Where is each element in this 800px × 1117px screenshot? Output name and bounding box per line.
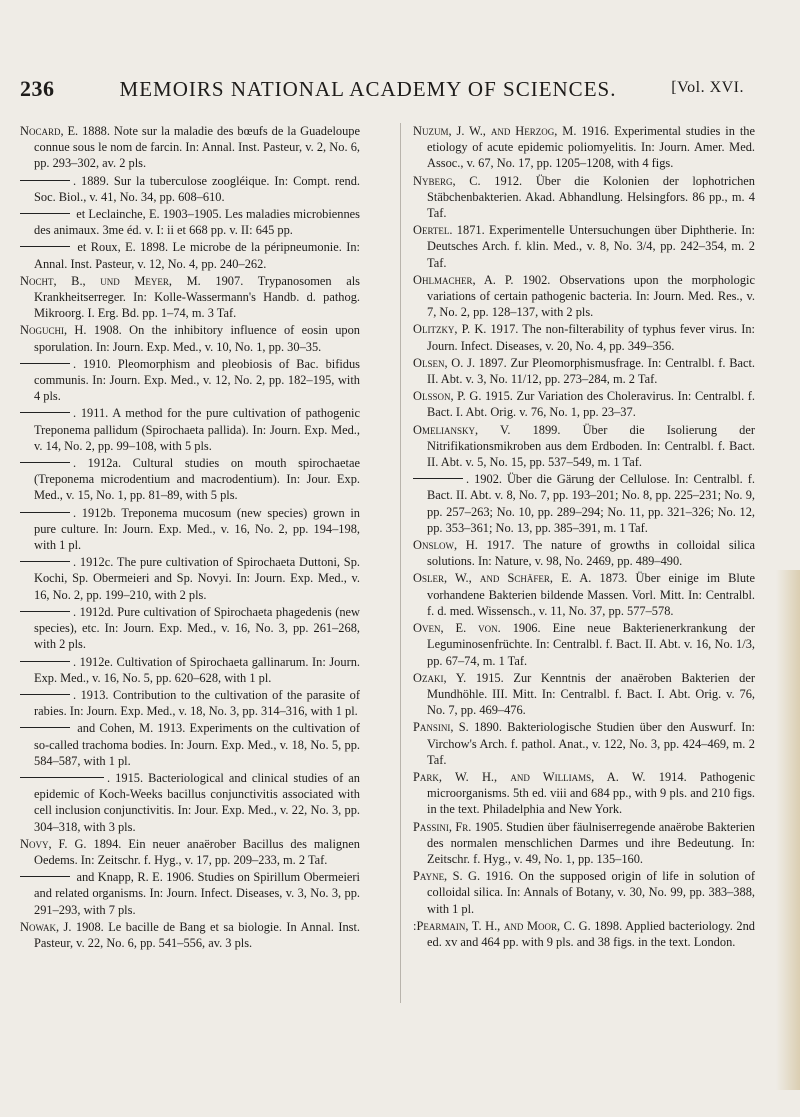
reference-text: . 1910. Pleomorphism and pleobiosis of Bac. bifidus communis. In: Journ. Exp. Med., v. 12, No. 2, pp. 182–195, with 4 pls.	[34, 356, 360, 404]
ditto-dash	[20, 694, 70, 695]
reference-text: et Leclainche, E. 1903–1905. Les maladies microbiennes des animaux. 3me éd. v. I: ii et 668 pp. v. II: 645 pp.	[34, 207, 360, 238]
ditto-dash	[20, 611, 70, 612]
reference-author: Omeliansky, V.	[413, 422, 511, 437]
reference-entry	[413, 272, 755, 321]
reference-entry	[413, 422, 755, 471]
reference-text: . 1911. A method for the pure cultivation of pathogenic Treponema pallidum (Spirochaeta pallida). In: Journ. Exp. Med., v. 14, No. 2, pp. 99–108, with 5 pls.	[34, 406, 360, 453]
reference-author: Passini, Fr.	[413, 819, 472, 834]
reference-entry	[413, 868, 755, 917]
reference-text: 1908. Le bacille de Bang et sa biologie. In Annal. Inst. Pasteur, v. 22, No. 6, pp. 541–556, av. 3 pls.	[34, 919, 361, 950]
ditto-dash	[20, 180, 70, 181]
reference-entry	[413, 620, 755, 669]
reference-text: . 1912e. Cultivation of Spirochaeta gallinarum. In: Journ. Exp. Med., v. 16, No. 5, pp. 620–628, with 1 pl.	[34, 654, 360, 685]
ditto-dash	[413, 478, 463, 479]
reference-entry	[20, 356, 360, 405]
reference-text: et Roux, E. 1898. Le microbe de la péripneumonie. In: Annal. Inst. Pasteur, v. 12, No. 4, pp. 240–262.	[34, 240, 360, 271]
reference-author: Payne, S. G.	[413, 869, 481, 884]
reference-author: Ozaki, Y.	[413, 670, 467, 685]
reference-text: . 1912a. Cultural studies on mouth spirochaetae (Treponema microdentium and macrodentium). In: Jour. Exp. Med., v. 15, No. 1, pp. 81–89, with 5 pls.	[34, 456, 360, 503]
reference-text: 1888. Note sur la maladie des bœufs de la Guadeloupe connue sous le nom de farcin. In: Annal. Inst. Pasteur, v. 2, No. 6, pp. 293–302, av. 2 pls.	[34, 124, 360, 171]
reference-author: Ohlmacher, A. P.	[413, 272, 514, 287]
reference-entry	[20, 654, 360, 686]
reference-text: 1916. Experimental studies in the etiology of acute epidemic poliomyelitis. In: Journ. Amer. Med. Assoc., v. 67, No. 17, pp. 1205–1208, with 4 figs.	[427, 124, 756, 171]
reference-entry	[413, 819, 755, 868]
reference-text: 1914. Pathogenic microorganisms. 5th ed. viii and 684 pp., with 9 pls. and 210 figs. in the text. Philadelphia and New York.	[427, 769, 755, 817]
ditto-dash	[20, 561, 70, 562]
journal-title: MEMOIRS NATIONAL ACADEMY OF SCIENCES.	[119, 77, 617, 101]
reference-entry	[413, 918, 755, 950]
reference-entry	[20, 919, 360, 951]
reference-entry	[413, 537, 755, 569]
reference-entry	[413, 123, 755, 172]
reference-author: Onslow, H.	[413, 538, 478, 553]
reference-text: 1912. Über die Kolonien der lophotrichen Stäbchenbakterien. Akad. Abhandlung. Helsingfors. 86 pp., m. 4 Taf.	[427, 173, 755, 221]
reference-entry	[20, 869, 360, 918]
reference-text: 1906. Eine neue Bakterienerkrankung der Leguminosenfrüchte. In: Centralbl. f. Bact. II. Abt. v. 16, No. 1/3, pp. 67–74, m. 1 Taf.	[427, 621, 755, 668]
reference-text: . 1889. Sur la tuberculose zoogléique. In: Compt. rend. Soc. Biol., v. 41, No. 34, pp. 608–610.	[34, 173, 360, 204]
reference-author: Oertel.	[413, 223, 453, 238]
reference-text: . 1912c. The pure cultivation of Spirochaeta Duttoni, Sp. Kochi, Sp. Obermeieri and Sp. Novyi. In: Journ. Exp. Med., v. 16, No. 2, pp. 199–210, with 2 pls.	[34, 555, 360, 602]
reference-text: 1897. Zur Pleomorphismusfrage. In: Centralbl. f. Bact. II. Abt. v. 3, No. 11/12, pp. 273–284, m. 2 Taf.	[427, 355, 755, 387]
reference-author: Olitzky, P. K.	[413, 322, 487, 337]
reference-text: 1899. Über die Isolierung der Nitrifikationsmikroben aus dem Erdboden. In: Centralbl. f. Bact. II. Abt. v. 5, No. 15, pp. 537–549, m. 1 Taf.	[427, 422, 755, 470]
reference-author: Novy, F. G.	[20, 836, 87, 851]
reference-entry	[413, 173, 755, 222]
ditto-dash	[20, 777, 104, 778]
reference-text: 1871. Experimentelle Untersuchungen über Diphtherie. In: Deutsches Arch. f. klin. Med., v. 8, No. 3/4, pp. 242–354, m. 2 Taf.	[427, 223, 755, 270]
reference-text: 1907. Trypanosomen als Krankheitserreger. In: Kolle-Wassermann's Handb. d. pathog. Mikroorg. I. Erg. Bd. pp. 1–74, m. 3 Taf.	[34, 273, 360, 321]
reference-entry	[20, 123, 360, 172]
reference-text: 1890. Bakteriologische Studien über den Auswurf. In: Virchow's Arch. f. pathol. Anat., v. 122, No. 3, pp. 424–469, m. 2 Taf.	[427, 720, 756, 767]
reference-author: Noguchi, H.	[20, 323, 87, 338]
reference-entry	[20, 554, 360, 603]
reference-entry	[20, 687, 360, 719]
reference-entry	[413, 471, 755, 536]
reference-author: Nocard, E.	[20, 124, 79, 138]
ditto-dash	[20, 462, 70, 463]
reference-author: Pansini, S.	[413, 720, 469, 735]
reference-text: 1915. Zur Variation des Choleravirus. In: Centralbl. f. Bact. I. Abt. Orig. v. 76, No. 1, pp. 23–37.	[427, 389, 755, 420]
reference-text: 1894. Ein neuer anaërober Bacillus des malignen Oedems. In: Zeitschr. f. Hyg., v. 17, pp. 209–233, m. 2 Taf.	[34, 836, 360, 867]
page-edge-stain	[776, 570, 800, 1090]
reference-text: and Cohen, M. 1913. Experiments on the cultivation of so-called trachoma bodies. In: Journ. Exp. Med., v. 18, No. 5, pp. 584–587, with 1 pl.	[34, 721, 360, 768]
reference-entry	[20, 239, 360, 271]
page-number: 236	[20, 76, 55, 101]
reference-entry	[413, 719, 755, 768]
ditto-dash	[20, 876, 70, 877]
ditto-dash	[20, 246, 70, 247]
reference-text: . 1902. Über die Gärung der Cellulose. In: Centralbl. f. Bact. II. Abt. v. 8, No. 7, pp. 193–201; No. 8, pp. 225–231; No. 9, pp. 257–263; No. 10, pp. 289–294; No. 11, pp. 321–326; No. 12, pp. 353–361; No. 13, pp. 385–391, m. 1 Taf.	[427, 472, 755, 535]
reference-text: 1905. Studien über fäulniserregende anaërobe Bakterien des normalen menschlichen Darmes und ihre Bedeutung. In: Zeitschr. f. Hyg., v. 49, No. 1, pp. 135–160.	[427, 819, 755, 866]
ditto-dash	[20, 512, 70, 513]
reference-entry	[413, 769, 755, 818]
reference-entry	[20, 322, 360, 354]
reference-text: 1873. Über einige im Blute vorhandene Bakterien bildende Massen. Vorl. Mitt. In: Centralbl. f. d. med. Wissensch., v. 11, No. 37, pp. 577–578.	[427, 571, 755, 618]
reference-text: . 1912d. Pure cultivation of Spirochaeta phagedenis (new species), etc. In: Journ. Exp. Med., v. 16, No. 3, pp. 261–268, with 2 pls.	[34, 604, 360, 652]
reference-entry	[413, 355, 755, 387]
reference-text: 1898. Applied bacteriology. 2nd ed. xv and 464 pp. with 9 pls. and 38 figs. in the text. London.	[427, 918, 755, 949]
reference-text: 1902. Observations upon the morphologic variations of certain pathogenic bacteria. In: Journ. Med. Res., v. 7, No. 2, pp. 128–137, with 2 pls.	[427, 272, 755, 320]
reference-text: . 1913. Contribution to the cultivation of the parasite of rabies. In: Journ. Exp. Med., v. 18, No. 3, pp. 314–316, with 1 pl.	[34, 687, 360, 719]
reference-author: :Pearmain, T. H., and Moor, C. G.	[413, 918, 591, 933]
reference-entry	[20, 604, 360, 653]
reference-entry	[20, 173, 360, 205]
reference-text: 1917. The nature of growths in colloidal silica solutions. In: Nature, v. 98, No. 2469, pp. 489–490.	[427, 538, 755, 569]
reference-entry	[20, 273, 360, 322]
reference-author: Nowak, J.	[20, 919, 72, 934]
reference-entry	[413, 222, 755, 271]
reference-entry	[20, 405, 360, 454]
reference-author: Nocht, B., und Meyer, M.	[20, 273, 201, 288]
reference-entry	[413, 388, 755, 420]
reference-author: Park, W. H., and Williams, A. W.	[413, 769, 646, 784]
reference-entry	[20, 720, 360, 769]
reference-author: Oven, E. von.	[413, 621, 501, 636]
reference-text: and Knapp, R. E. 1906. Studies on Spirillum Obermeieri and related organisms. In: Journ. Infect. Diseases, v. 3, No. 3, pp. 291–293, with 7 pls.	[34, 870, 360, 917]
reference-entry	[20, 770, 360, 835]
reference-text: 1915. Zur Kenntnis der anaëroben Bakterien der Mundhöhle. III. Mitt. In: Centralbl. f. Bact. I. Abt. Orig. v. 76, No. 7, pp. 469–476.	[427, 670, 756, 718]
reference-entry	[20, 206, 360, 238]
reference-author: Osler, W., and Schäfer, E. A.	[413, 571, 592, 586]
reference-author: Olsson, P. G.	[413, 389, 482, 404]
reference-entry	[20, 505, 360, 554]
reference-author: Nuzum, J. W., and Herzog, M.	[413, 124, 577, 138]
reference-text: 1917. The non-filterability of typhus fever virus. In: Journ. Infect. Diseases, v. 20, No. 4, pp. 349–356.	[427, 322, 755, 353]
reference-text: . 1912b. Treponema mucosum (new species) grown in pure culture. In: Journ. Exp. Med., v. 16, No. 2, pp. 194–198, with 1 pl.	[34, 505, 360, 553]
running-header	[20, 76, 744, 106]
reference-entry	[20, 836, 360, 868]
volume-label: [Vol. XVI.	[671, 79, 744, 96]
reference-text: 1916. On the supposed origin of life in solution of colloidal silica. In: Annals of Botany, v. 30, No. 99, pp. 383–388, with 1 pl.	[427, 869, 755, 916]
reference-author: Olsen, O. J.	[413, 355, 476, 370]
right-column	[413, 123, 755, 951]
reference-author: Nyberg, C.	[413, 173, 481, 188]
ditto-dash	[20, 213, 70, 214]
column-divider	[400, 123, 401, 1003]
left-column	[20, 123, 360, 952]
reference-entry	[413, 321, 755, 353]
ditto-dash	[20, 363, 70, 364]
reference-entry	[20, 455, 360, 504]
reference-text: 1908. On the inhibitory influence of eosin upon sporulation. In: Journ. Exp. Med., v. 10, No. 1, pp. 30–35.	[34, 323, 360, 354]
ditto-dash	[20, 661, 70, 662]
ditto-dash	[20, 727, 70, 728]
ditto-dash	[20, 412, 70, 413]
reference-entry	[413, 570, 755, 619]
reference-entry	[413, 670, 755, 719]
reference-text: . 1915. Bacteriological and clinical studies of an epidemic of Koch-Weeks bacillus conjunctivitis associated with cell inclusion conjunctivitis. In: Jour. Exp. Med., v. 22, No. 3, pp. 304–318, with 3 pls.	[34, 770, 360, 834]
